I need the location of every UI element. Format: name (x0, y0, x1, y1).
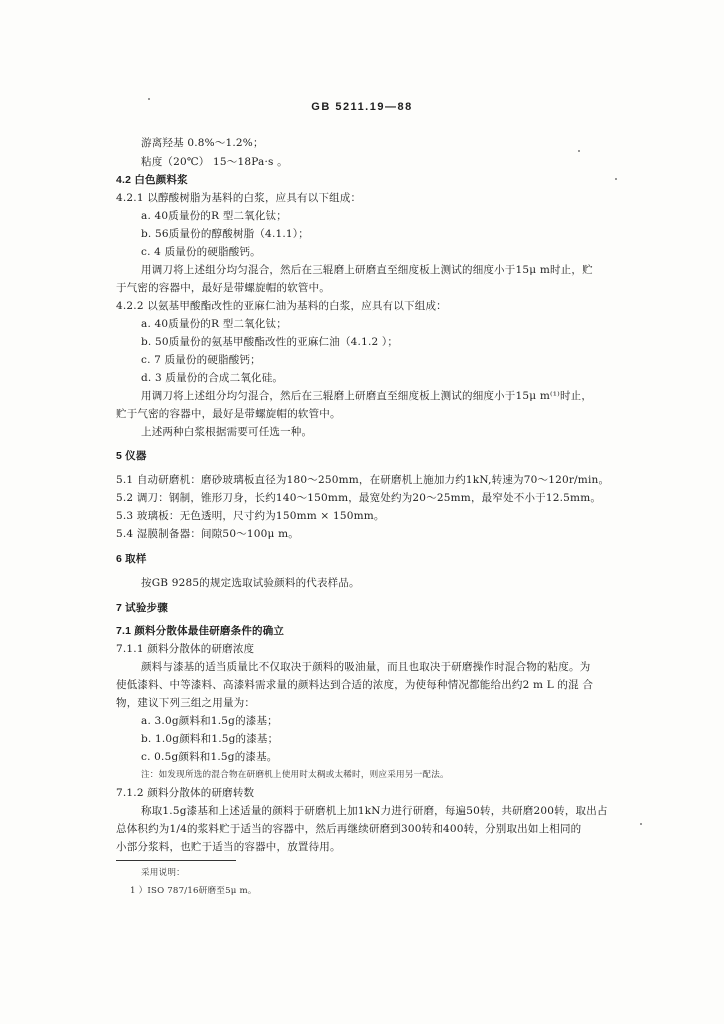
text-line: 粘度（20℃） 15～18Pa·s 。 (141, 156, 288, 168)
text-line: 小部分浆料，也贮于适当的容器中，放置待用。 (116, 841, 341, 853)
list-item: a. 40质量份的R 型二氧化钛； (141, 210, 287, 222)
text-line: 5.1 自动研磨机：磨砂玻璃板直径为180～250mm，在研磨机上施加力约1kN,转速为70～120r/min。 (116, 474, 610, 486)
list-item: a. 40质量份的R 型二氧化钛； (141, 318, 287, 330)
text-line: 4.2.1 以醇酸树脂为基料的白浆，应具有以下组成： (116, 192, 362, 204)
scan-speck (615, 178, 617, 180)
standard-code-header: GB 5211.19—88 (311, 101, 413, 113)
text-line: 物，建议下列三组之用量为： (116, 697, 256, 709)
list-item: b. 56质量份的醇酸树脂（4.1.1）； (141, 228, 309, 240)
text-line: 用调刀将上述组分均匀混合，然后在三辊磨上研磨直至细度板上测试的细度小于15μ m⁽¹⁾时止， (141, 390, 593, 402)
text-line: 贮于气密的容器中，最好是带螺旋帽的软管中。 (116, 408, 341, 420)
scan-speck (578, 150, 580, 152)
footnote-title: 采用说明： (141, 868, 185, 878)
section-heading: 7.1 颜料分散体最佳研磨条件的确立 (116, 625, 285, 637)
list-item: b. 1.0g颜料和1.5g的漆基； (141, 733, 279, 745)
text-line: 总体积约为1/4的浆料贮于适当的容器中，然后再继续研磨到300转和400转，分别取出如上相同的 (116, 823, 582, 835)
list-item: d. 3 质量份的合成二氧化硅。 (141, 372, 284, 384)
text-line: 游离羟基 0.8%～1.2%； (141, 137, 264, 149)
text-line: 7.1.1 颜料分散体的研磨浓度 (116, 643, 255, 655)
footnote-text: 1 ）ISO 787/16研磨至5μ m。 (130, 886, 257, 896)
text-line: 用调刀将上述组分均匀混合，然后在三辊磨上研磨直至细度板上测试的细度小于15μ m时止，贮 (141, 264, 593, 276)
text-line: 使低漆料、中等漆料、高漆料需求量的颜料达到合适的浓度，为使每种情况都能给出约2 m L 的混 合 (116, 679, 594, 691)
list-item: b. 50质量份的氨基甲酸酯改性的亚麻仁油（4.1.2 ）； (141, 336, 399, 348)
text-line: 上述两种白浆根据需要可任选一种。 (141, 426, 313, 438)
text-line: 颜料与漆基的适当质量比不仅取决于颜料的吸油量，而且也取决于研磨操作时混合物的粘度。为 (141, 661, 591, 673)
scan-speck (148, 98, 150, 100)
text-line: 于气密的容器中，最好是带螺旋帽的软管中。 (116, 282, 330, 294)
footnote-rule (116, 860, 236, 861)
section-heading: 6 取样 (116, 553, 147, 565)
section-heading: 5 仪器 (116, 450, 147, 462)
list-item: c. 7 质量份的硬脂酸钙； (141, 354, 261, 366)
text-line: 称取1.5g漆基和上述适量的颜料于研磨机上加1kN力进行研磨，每遍50转，共研磨200转，取出占 (141, 805, 608, 817)
list-item: c. 0.5g颜料和1.5g的漆基。 (141, 751, 278, 763)
list-item: a. 3.0g颜料和1.5g的漆基； (141, 715, 278, 727)
section-heading: 4.2 白色颜料浆 (116, 174, 188, 186)
scan-speck (640, 823, 642, 825)
text-line: 5.2 调刀：钢制，锥形刀身，长约140～150mm，最宽处约为20～25mm，最窄处不小于12.5mm。 (116, 492, 602, 504)
text-line: 按GB 9285的规定选取试验颜料的代表样品。 (141, 577, 360, 589)
text-line: 7.1.2 颜料分散体的研磨转数 (116, 787, 255, 799)
text-line: 4.2.2 以氨基甲酸酯改性的亚麻仁油为基料的白浆，应具有以下组成： (116, 300, 447, 312)
section-heading: 7 试验步骤 (116, 602, 168, 614)
note-line: 注：如发现所选的混合物在研磨机上使用时太稠或太稀时，则应采用另一配法。 (141, 770, 449, 780)
text-line: 5.4 湿膜制备器：间隙50～100μ m。 (116, 528, 299, 540)
text-line: 5.3 玻璃板：无色透明，尺寸约为150mm × 150mm。 (116, 510, 385, 522)
list-item: c. 4 质量份的硬脂酸钙。 (141, 246, 261, 258)
